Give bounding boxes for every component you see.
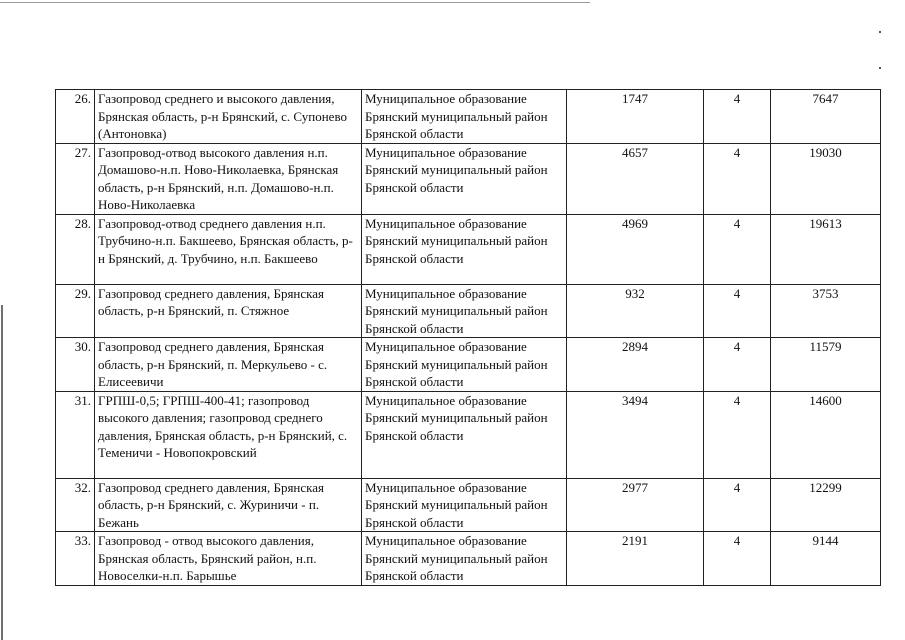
category-value: 4 <box>704 284 771 338</box>
amount-value: 19613 <box>771 214 881 284</box>
owner: Муниципальное образование Брянский муниципальный район Брянской области <box>362 90 567 144</box>
length-value: 932 <box>567 284 704 338</box>
owner: Муниципальное образование Брянский муниципальный район Брянской области <box>362 214 567 284</box>
table-row <box>56 478 881 532</box>
row-number: 26. <box>56 90 95 144</box>
object-name: Газопровод - отвод высокого давления, Брянская область, Брянский район, н.п. Новоселки-н.п. Барышье <box>95 532 362 586</box>
category-value: 4 <box>704 214 771 284</box>
table-row <box>56 391 881 478</box>
length-value: 2894 <box>567 338 704 392</box>
row-number: 32. <box>56 478 95 532</box>
amount-value: 3753 <box>771 284 881 338</box>
owner: Муниципальное образование Брянский муниципальный район Брянской области <box>362 284 567 338</box>
category-value: 4 <box>704 391 771 478</box>
length-value: 2191 <box>567 532 704 586</box>
object-name: Газопровод среднего давления, Брянская область, р-н Брянский, с. Журиничи - п. Бежань <box>95 478 362 532</box>
table-row <box>56 214 881 284</box>
scan-top-rule <box>0 2 590 3</box>
row-number: 27. <box>56 143 95 214</box>
table-row <box>56 143 881 214</box>
category-value: 4 <box>704 143 771 214</box>
length-value: 4969 <box>567 214 704 284</box>
amount-value: 19030 <box>771 143 881 214</box>
length-value: 3494 <box>567 391 704 478</box>
owner: Муниципальное образование Брянский муниципальный район Брянской области <box>362 143 567 214</box>
table-row <box>56 532 881 586</box>
row-number: 33. <box>56 532 95 586</box>
length-value: 2977 <box>567 478 704 532</box>
amount-value: 7647 <box>771 90 881 144</box>
amount-value: 12299 <box>771 478 881 532</box>
object-name: Газопровод среднего давления, Брянская область, р-н Брянский, п. Стяжное <box>95 284 362 338</box>
object-name: Газопровод среднего давления, Брянская область, р-н Брянский, п. Меркульево - с. Елисеевичи <box>95 338 362 392</box>
table-row <box>56 338 881 392</box>
row-number: 30. <box>56 338 95 392</box>
object-name: Газопровод-отвод среднего давления н.п. Трубчино-н.п. Бакшеево, Брянская область, р-н Брянский, д. Трубчино, н.п. Бакшеево <box>95 214 362 284</box>
object-name: Газопровод среднего и высокого давления, Брянская область, р-н Брянский, с. Супонево (Антоновка) <box>95 90 362 144</box>
row-number: 28. <box>56 214 95 284</box>
scan-left-edge <box>1 305 3 640</box>
row-number: 29. <box>56 284 95 338</box>
owner: Муниципальное образование Брянский муниципальный район Брянской области <box>362 532 567 586</box>
owner: Муниципальное образование Брянский муниципальный район Брянской области <box>362 391 567 478</box>
scan-speck <box>879 67 881 69</box>
length-value: 4657 <box>567 143 704 214</box>
owner: Муниципальное образование Брянский муниципальный район Брянской области <box>362 338 567 392</box>
table-row <box>56 284 881 338</box>
category-value: 4 <box>704 90 771 144</box>
table-row <box>56 90 881 144</box>
category-value: 4 <box>704 338 771 392</box>
category-value: 4 <box>704 478 771 532</box>
amount-value: 14600 <box>771 391 881 478</box>
scan-speck <box>879 31 881 33</box>
row-number: 31. <box>56 391 95 478</box>
owner: Муниципальное образование Брянский муниципальный район Брянской области <box>362 478 567 532</box>
object-name: Газопровод-отвод высокого давления н.п. Домашово-н.п. Ново-Николаевка, Брянская область, р-н Брянский, н.п. Домашово-н.п. Ново-Николаевка <box>95 143 362 214</box>
amount-value: 11579 <box>771 338 881 392</box>
amount-value: 9144 <box>771 532 881 586</box>
category-value: 4 <box>704 532 771 586</box>
length-value: 1747 <box>567 90 704 144</box>
object-name: ГРПШ-0,5; ГРПШ-400-41; газопровод высокого давления; газопровод среднего давления, Брянская область, р-н Брянский, с. Теменичи - Новопокровский <box>95 391 362 478</box>
gas-pipeline-registry-table <box>55 89 881 586</box>
